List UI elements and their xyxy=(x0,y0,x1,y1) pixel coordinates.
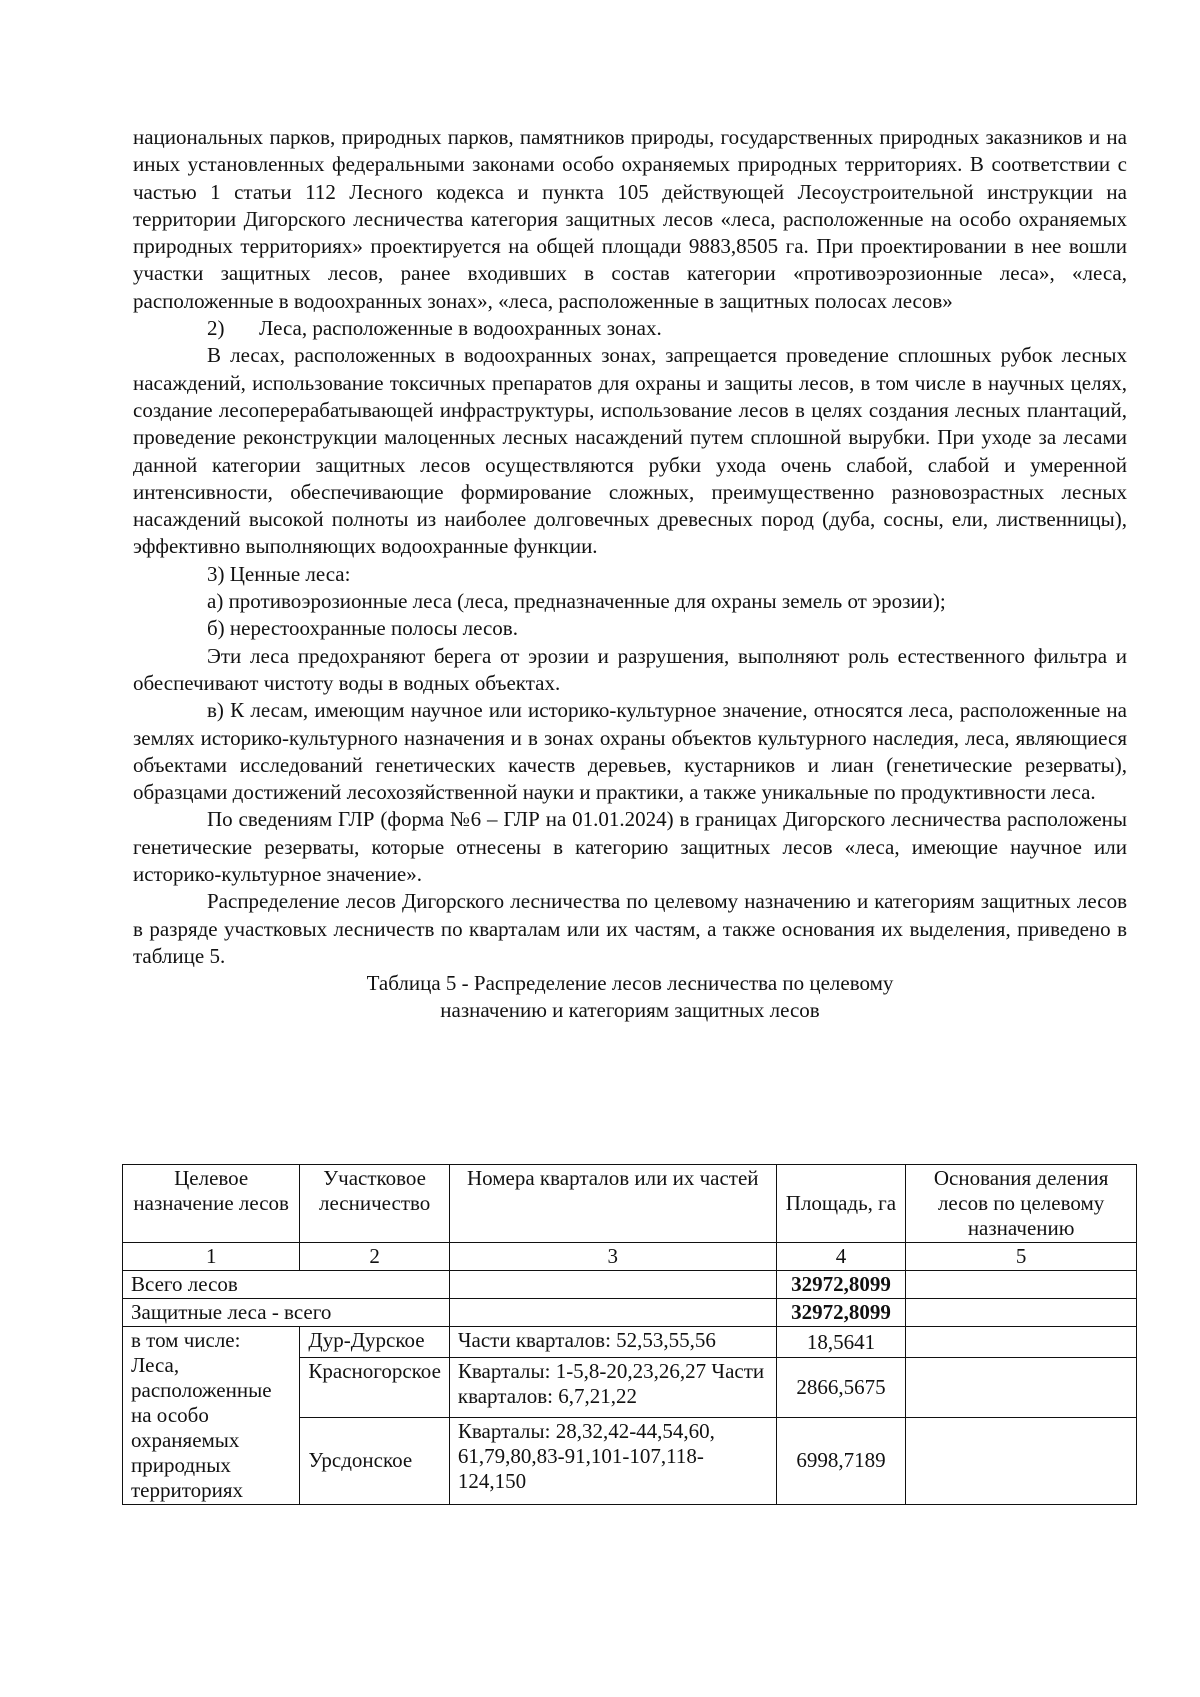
paragraph-4: а) противоэрозионные леса (леса, предназначенные для охраны земель от эрозии); xyxy=(207,589,946,614)
paragraph-2: В лесах, расположенных в водоохранных зонах, запрещается проведение сплошных рубок лесных насаждений, использование токсичных препаратов для охраны и защиты лесов, в том числе в научных целях, создание лесоперерабатывающей инфраструктуры, использование лесов в целях создания лесных плантаций, проведение реконструкции малоценных лесных насаждений путем сплошной вырубки. При уходе за лесами данной категории защитных лесов осуществляются рубки ухода очень слабой, слабой и умеренной интенсивности, обеспечивающие формирование сложных, преимущественно разновозрастных лесных насаждений высокой полноты из наиболее долговечных древесных пород (дуба, сосны, ели, лиственницы), эффективно выполняющих водоохранные функции. xyxy=(133,343,1127,559)
header-area: Площадь, га xyxy=(776,1165,906,1243)
col-number: 5 xyxy=(906,1243,1137,1271)
table-caption-line-1: Таблица 5 - Распределение лесов лесничества по целевому xyxy=(366,971,894,996)
table-header-row xyxy=(123,1165,1137,1243)
empty-cell xyxy=(906,1299,1137,1327)
header-basis: Основания деления лесов по целевому назначению xyxy=(906,1165,1137,1243)
paragraph-3: 3) Ценные леса: xyxy=(207,561,351,586)
district-name: Дур-Дурское xyxy=(300,1327,450,1358)
paragraph-5: б) нерестоохранные полосы лесов. xyxy=(207,616,518,641)
col-number: 2 xyxy=(300,1243,450,1271)
empty-cell xyxy=(906,1358,1137,1417)
header-quarters: Номера кварталов или их частей xyxy=(449,1165,776,1243)
protective-label: Защитные леса - всего xyxy=(123,1299,450,1327)
empty-cell xyxy=(449,1271,776,1299)
paragraph-1: национальных парков, природных парков, памятников природы, государственных природных заказников и на иных установленных федеральными законами особо охраняемых природных территориях. В соответствии с частью 1 статьи 112 Лесного кодекса и пункта 105 действующей Лесоустроительной инструкции на территории Дигорского лесничества категория защитных лесов «леса, расположенные на особо охраняемых природных территориях» проектируется на общей площади 9883,8505 га. При проектировании в нее вошли участки защитных лесов, ранее входивших в состав категории «противоэрозионные леса», «леса, расположенные в водоохранных зонах», «леса, расположенные в защитных полосах лесов» xyxy=(133,125,1127,313)
table-column-numbers-row xyxy=(123,1243,1137,1271)
table-row-protective xyxy=(123,1299,1137,1327)
col-number: 3 xyxy=(449,1243,776,1271)
district-name: Красногорское xyxy=(300,1358,450,1417)
col-number: 1 xyxy=(123,1243,300,1271)
list-item-number: 2) xyxy=(207,316,225,341)
empty-cell xyxy=(449,1299,776,1327)
paragraph-9: Распределение лесов Дигорского лесничества по целевому назначению и категориям защитных лесов в разряде участковых лесничеств по кварталам или их частям, а также основания их выделения, приведено в таблице 5. xyxy=(133,889,1127,968)
document-page xyxy=(133,124,1127,1024)
category-label: в том числе: Леса, расположенные на особо охраняемых природных территориях xyxy=(123,1327,300,1505)
table-row-total xyxy=(123,1271,1137,1299)
total-label: Всего лесов xyxy=(123,1271,450,1299)
table-caption-line-2: назначению и категориям защитных лесов xyxy=(440,998,820,1023)
col-number: 4 xyxy=(776,1243,906,1271)
total-area: 32972,8099 xyxy=(776,1271,906,1299)
paragraph-7: в) К лесам, имеющим научное или историко-культурное значение, относятся леса, расположенные на землях историко-культурного назначения и в зонах охраны объектов культурного наследия, леса, являющиеся объектами исследований генетических качеств деревьев, кустарников и лиан (генетические резерваты), образцами достижений лесохозяйственной науки и практики, а также уникальные по продуктивности леса. xyxy=(133,698,1127,805)
list-item-2 xyxy=(133,315,1127,342)
paragraph-6: Эти леса предохраняют берега от эрозии и разрушения, выполняют роль естественного фильтра и обеспечивают чистоту воды в водных объектах. xyxy=(133,643,1127,695)
quarters-list: Кварталы: 28,32,42-44,54,60, 61,79,80,83-91,101-107,118-124,150 xyxy=(449,1417,776,1504)
area-value: 2866,5675 xyxy=(776,1358,906,1417)
forest-distribution-table xyxy=(122,1164,1137,1505)
protective-area: 32972,8099 xyxy=(776,1299,906,1327)
quarters-list: Кварталы: 1-5,8-20,23,26,27 Части кварталов: 6,7,21,22 xyxy=(449,1358,776,1417)
area-value: 18,5641 xyxy=(776,1327,906,1358)
table-row xyxy=(123,1327,1137,1358)
area-value: 6998,7189 xyxy=(776,1417,906,1504)
district-name: Урсдонское xyxy=(300,1417,450,1504)
header-purpose: Целевое назначение лесов xyxy=(123,1165,300,1243)
list-item-text: Леса, расположенные в водоохранных зонах. xyxy=(259,316,662,341)
quarters-list: Части кварталов: 52,53,55,56 xyxy=(449,1327,776,1358)
empty-cell xyxy=(906,1327,1137,1358)
empty-cell xyxy=(906,1417,1137,1504)
paragraph-8: По сведениям ГЛР (форма №6 – ГЛР на 01.01.2024) в границах Дигорского лесничества расположены генетические резерваты, которые отнесены в категорию защитных лесов «леса, имеющие научное или историко-культурное значение». xyxy=(133,807,1127,887)
header-district: Участковое лесничество xyxy=(300,1165,450,1243)
empty-cell xyxy=(906,1271,1137,1299)
